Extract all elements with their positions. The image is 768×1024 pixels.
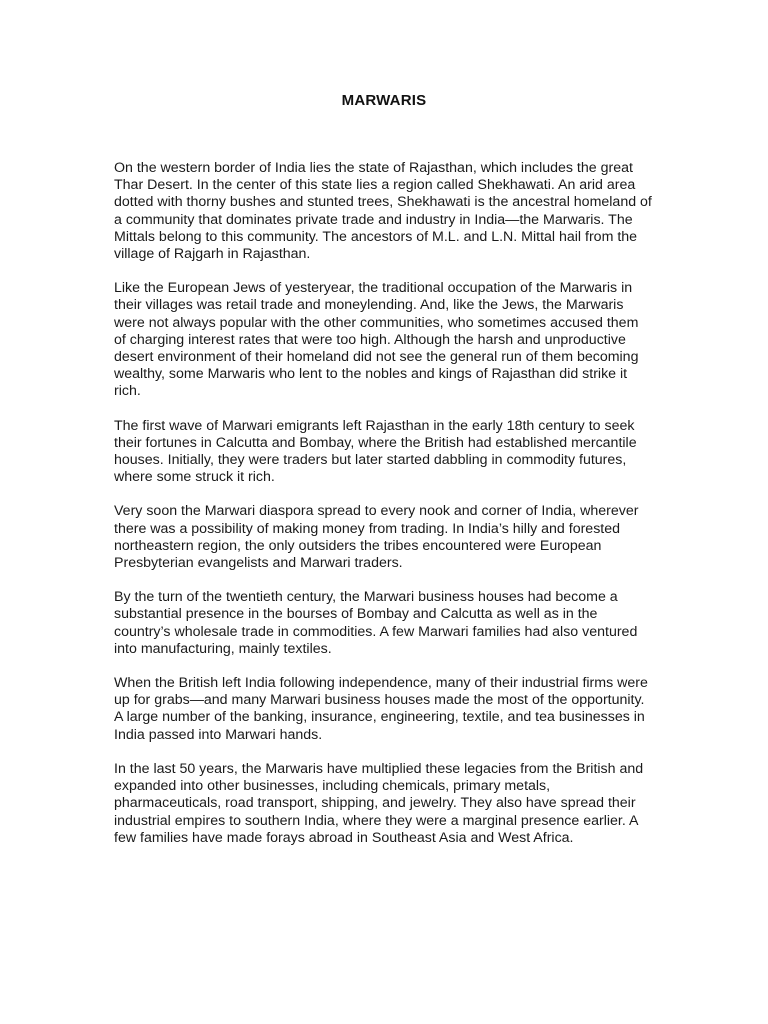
paragraph-6: When the British left India following independence, many of their industrial firms were up for grabs—and many Marwari business houses made the most of the opportunity. A large number of the banking, insurance, engineering, textile, and tea businesses in India passed into Marwari hands. xyxy=(114,675,648,743)
document-body xyxy=(114,160,654,864)
paragraph-3: The first wave of Marwari emigrants left Rajasthan in the early 18th century to seek their fortunes in Calcutta and Bombay, where the British had established mercantile houses. Initially, they were traders but later started dabbling in commodity futures, where some struck it rich. xyxy=(114,417,637,486)
paragraph-2: Like the European Jews of yesteryear, the traditional occupation of the Marwaris in their villages was retail trade and moneylending. And, like the Jews, the Marwaris were not always popular with the other communities, who sometimes accused them of charging interest rates that were too high. Although the harsh and unproductive desert environment of their homeland did not see the general run of them becoming wealthy, some Marwaris who lent to the nobles and kings of Rajasthan did strike it rich. xyxy=(114,280,639,400)
paragraph-5: By the turn of the twentieth century, the Marwari business houses had become a substantial presence in the bourses of Bombay and Calcutta as well as in the country’s wholesale trade in commodities. A few Marwari families had also ventured into manufacturing, mainly textiles. xyxy=(114,589,638,657)
paragraph-7: In the last 50 years, the Marwaris have multiplied these legacies from the British and expanded into other businesses, including chemicals, primary metals, pharmaceuticals, road transport, shipping, and jewelry. They also have spread their industrial empires to southern India, where they were a marginal presence earlier. A few families have made forays abroad in Southeast Asia and West Africa. xyxy=(114,760,644,846)
paragraph-1: On the western border of India lies the state of Rajasthan, which includes the great Thar Desert. In the center of this state lies a region called Shekhawati. An arid area dotted with thorny bushes and stunted trees, Shekhawati is the ancestral homeland of a community that dominates private trade and industry in India—the Marwaris. The Mittals belong to this community. The ancestors of M.L. and L.N. Mittal hail from the village of Rajgarh in Rajasthan. xyxy=(114,160,652,263)
document-title: MARWARIS xyxy=(341,92,427,109)
paragraph-4: Very soon the Marwari diaspora spread to every nook and corner of India, wherever there was a possibility of making money from trading. In India’s hilly and forested northeastern region, the only outsiders the tribes encountered were European Presbyterian evangelists and Marwari traders. xyxy=(114,503,639,572)
